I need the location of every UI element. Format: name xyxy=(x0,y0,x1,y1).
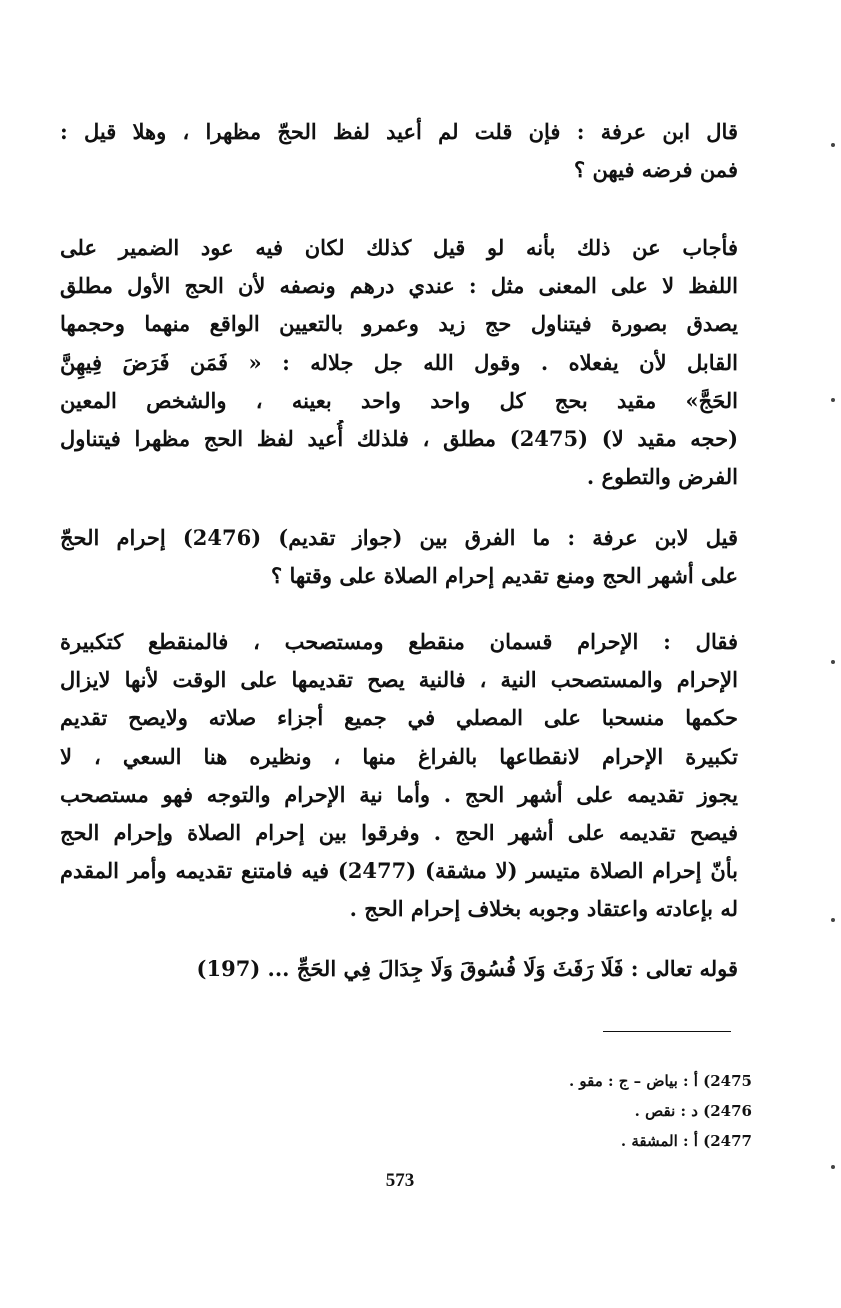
text-line: حكمها منسحبا على المصلي في جميع أجزاء صلاته ولايصح تقديم xyxy=(60,705,738,731)
text-line: له بإعادته واعتقاد وجوبه بخلاف إحرام الحج . xyxy=(349,896,738,922)
text-line: (حجه مقيد لا) (2475) مطلق ، فلذلك أُعيد لفظ الحج مظهرا فيتناول xyxy=(60,426,738,452)
paragraph-2 xyxy=(60,229,738,496)
text-line: فمن فرضه فيهن ؟ xyxy=(573,157,738,183)
footnote: 2475) أ : بياض – ج : مقو . xyxy=(568,1072,752,1090)
text-line: القابل لأن يفعلاه . وقول الله جل جلاله : « فَمَن فَرَضَ فِيهِنَّ xyxy=(60,349,738,375)
margin-mark xyxy=(831,398,835,402)
text-line: قوله تعالى : فَلَا رَفَثَ وَلَا فُسُوقَ وَلَا جِدَالَ فِي الحَجِّ ... (197) xyxy=(196,956,738,981)
footnote: 2476) د : نقص . xyxy=(634,1102,752,1120)
margin-mark xyxy=(831,1165,835,1169)
paragraph-3 xyxy=(60,519,738,595)
text-line: اللفظ لا على المعنى مثل : عندي درهم ونصفه لأن الحج الأول مطلق xyxy=(60,273,738,299)
text-line: فقال : الإحرام قسمان منقطع ومستصحب ، فالمنقطع كتكبيرة xyxy=(60,629,738,654)
paragraph-4 xyxy=(60,623,738,929)
paragraph-1 xyxy=(60,113,738,189)
margin-mark xyxy=(831,918,835,922)
text-line: يجوز تقديمه على أشهر الحج . وأما نية الإحرام والتوجه فهو مستصحب xyxy=(60,781,738,807)
margin-mark xyxy=(831,143,835,147)
footnote: 2477) أ : المشقة . xyxy=(620,1132,752,1150)
text-line: فأجاب عن ذلك بأنه لو قيل كذلك لكان فيه عود الضمير على xyxy=(60,235,738,260)
text-line: فيصح تقديمه على أشهر الحج . وفرقوا بين إحرام الصلاة وإحرام الحج xyxy=(60,820,738,846)
text-line: الحَجَّ» مقيد بحج كل واحد واحد بعينه ، والشخص المعين xyxy=(60,387,738,413)
text-line: بأنّ إحرام الصلاة متيسر (لا مشقة) (2477) فيه فامتنع تقديمه وأمر المقدم xyxy=(60,858,738,884)
text-line: قال ابن عرفة : فإن قلت لم أعيد لفظ الحجّ مظهرا ، وهلا قيل : xyxy=(60,119,738,144)
footnote-separator xyxy=(603,1031,731,1032)
text-line: على أشهر الحج ومنع تقديم إحرام الصلاة على وقتها ؟ xyxy=(271,563,738,589)
text-line: تكبيرة الإحرام لانقطاعها بالفراغ منها ، ونظيره هنا السعي ، لا xyxy=(60,743,738,769)
paragraph-5 xyxy=(60,950,738,988)
text-line: الفرض والتطوع . xyxy=(586,464,738,490)
text-line: الإحرام والمستصحب النية ، فالنية يصح تقديمها على الوقت لأنها لايزال xyxy=(60,667,738,693)
page-number: 573 xyxy=(385,1170,415,1191)
text-line: قيل لابن عرفة : ما الفرق بين (جواز تقديم) (2476) إحرام الحجّ xyxy=(60,525,738,550)
margin-mark xyxy=(831,660,835,664)
footnotes xyxy=(400,1066,752,1156)
text-line: يصدق بصورة فيتناول حج زيد وعمرو بالتعيين الواقع منهما وحجمها xyxy=(60,311,738,337)
